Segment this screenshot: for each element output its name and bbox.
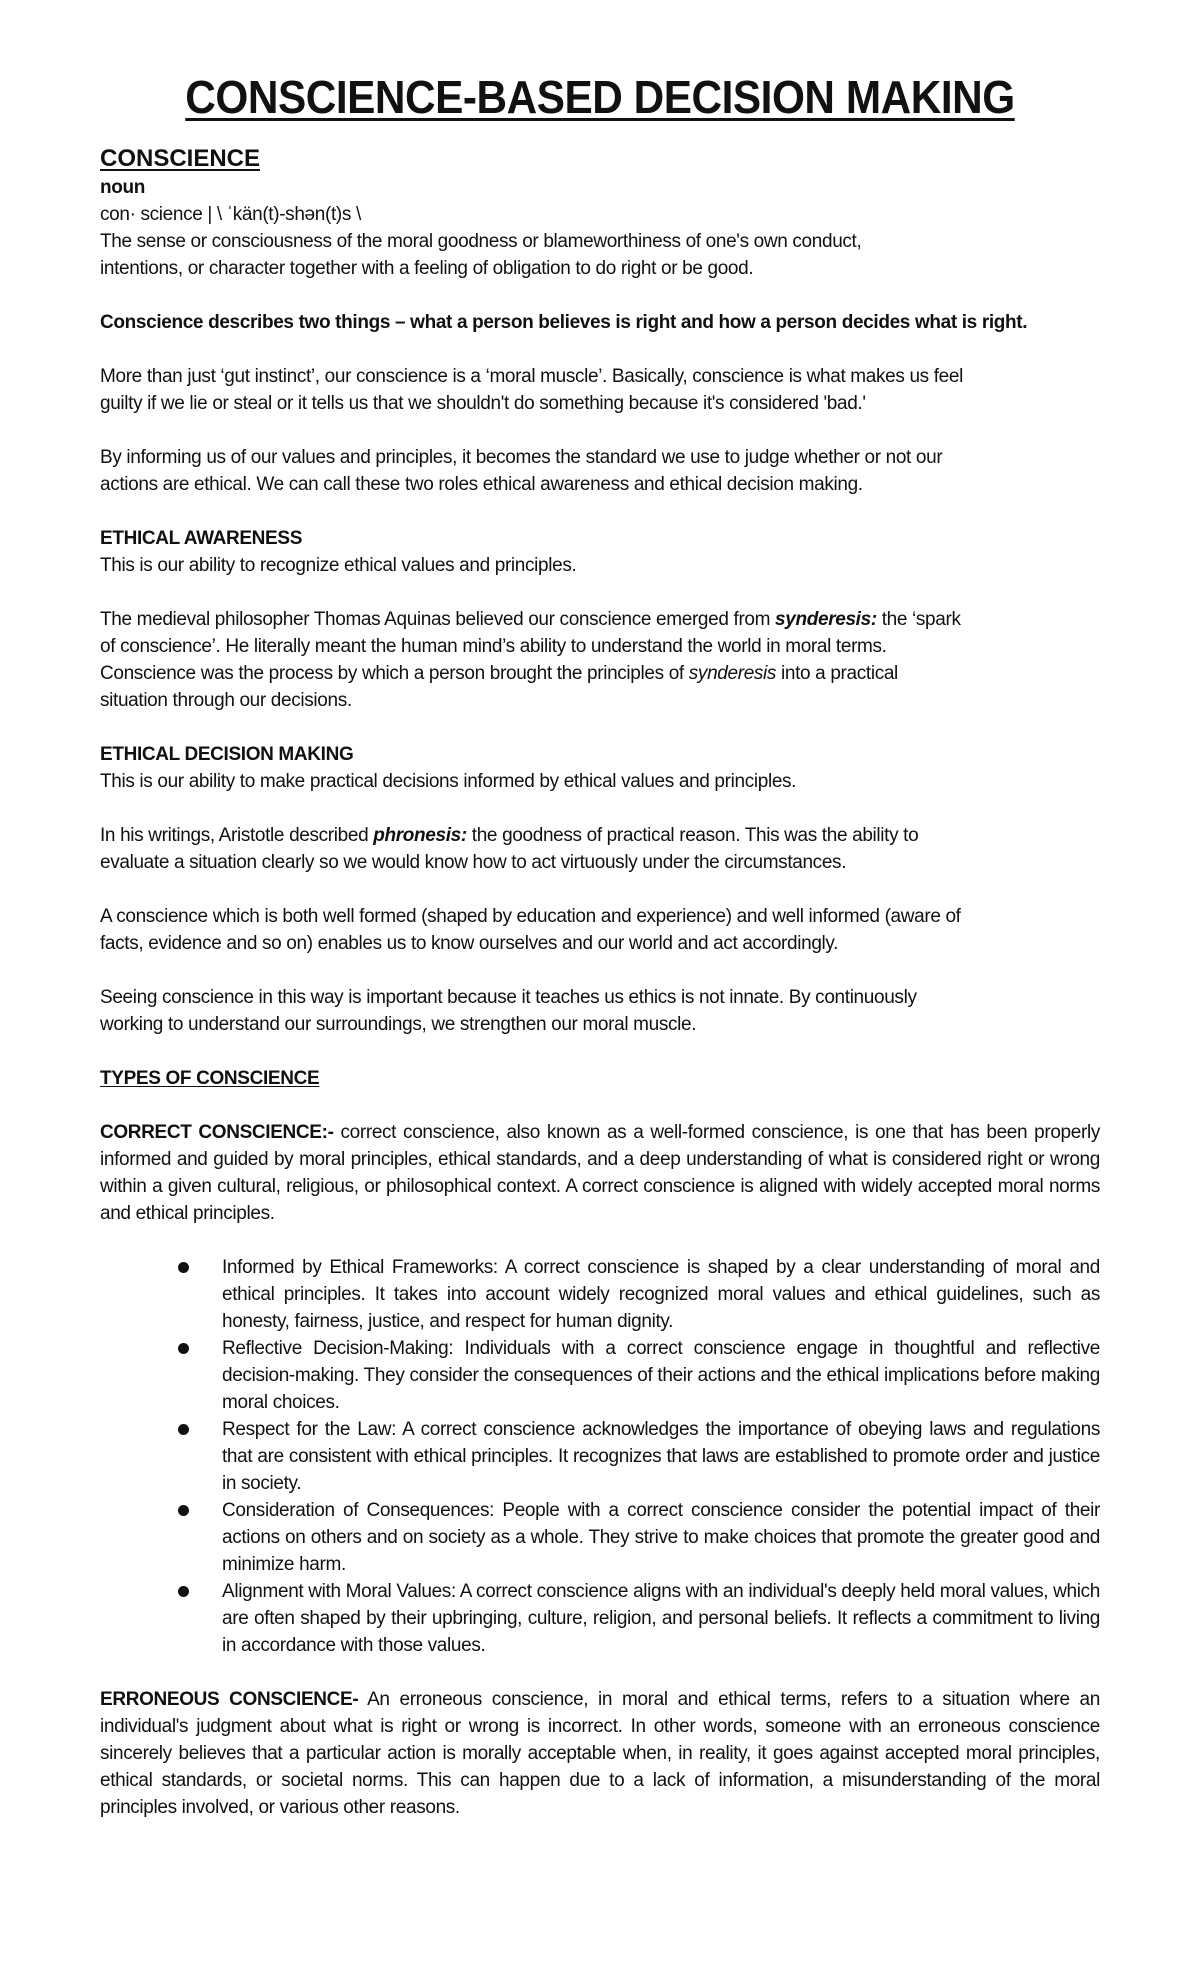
summary-statement: Conscience describes two things – what a person believes is right and how a person decides what is right.	[100, 312, 1028, 333]
list-item: Reflective Decision-Making: Individuals with a correct conscience engage in thoughtful and reflective decision-making. They consider the consequences of their actions and the ethical implications before making moral choices.	[222, 1335, 1100, 1416]
list-item: Informed by Ethical Frameworks: A correct conscience is shaped by a clear understanding of moral and ethical principles. It takes into account widely recognized moral values and ethical guidelines, such as honesty, fairness, justice, and respect for human dignity.	[222, 1254, 1100, 1335]
bullet-icon	[178, 1424, 189, 1435]
aquinas-line: Conscience was the process by which a person brought the principles of synderesis into a practical	[100, 663, 898, 684]
paragraph-line: working to understand our surroundings, we strengthen our moral muscle.	[100, 1014, 697, 1035]
list-item: Respect for the Law: A correct conscience acknowledges the importance of obeying laws and regulations that are consistent with ethical principles. It recognizes that laws are established to promote order and justice in society.	[222, 1416, 1100, 1497]
erroneous-conscience-label: ERRONEOUS CONSCIENCE-	[100, 1689, 359, 1710]
document-page	[100, 70, 1100, 1821]
phronesis-term: phronesis:	[373, 825, 467, 846]
paragraph-line: actions are ethical. We can call these two roles ethical awareness and ethical decision making.	[100, 474, 863, 495]
correct-conscience-label: CORRECT CONSCIENCE:-	[100, 1122, 334, 1143]
part-of-speech: noun	[100, 177, 146, 198]
list-item: Consideration of Consequences: People with a correct conscience consider the potential impact of their actions on others and on society as a whole. They strive to make choices that promote the greater good and minimize harm.	[222, 1497, 1100, 1578]
aquinas-line: situation through our decisions.	[100, 690, 352, 711]
ethical-decision-desc: This is our ability to make practical decisions informed by ethical values and principles.	[100, 771, 797, 792]
ethical-awareness-desc: This is our ability to recognize ethical values and principles.	[100, 555, 577, 576]
correct-conscience-list	[100, 1254, 1100, 1659]
paragraph-line: facts, evidence and so on) enables us to know ourselves and our world and act accordingly.	[100, 933, 839, 954]
synderesis-term-italic: synderesis	[688, 663, 777, 684]
list-item: Alignment with Moral Values: A correct conscience aligns with an individual's deeply held moral values, which are often shaped by their upbringing, culture, religion, and personal beliefs. It reflects a commitment to living in accordance with those values.	[222, 1578, 1100, 1659]
ethical-awareness-heading: ETHICAL AWARENESS	[100, 528, 303, 549]
bullet-icon	[178, 1262, 189, 1273]
bullet-icon	[178, 1505, 189, 1516]
types-heading: TYPES OF CONSCIENCE	[100, 1068, 320, 1089]
erroneous-conscience-paragraph: ERRONEOUS CONSCIENCE- An erroneous conscience, in moral and ethical terms, refers to a situation where an individual's judgment about what is right or wrong is incorrect. In other words, someone with an erroneous conscience sincerely believes that a particular action is morally acceptable when, in reality, it goes against accepted moral principles, ethical standards, or societal norms. This can happen due to a lack of information, a misunderstanding of the moral principles involved, or various other reasons.	[100, 1689, 1100, 1818]
ethical-decision-heading: ETHICAL DECISION MAKING	[100, 744, 354, 765]
aristotle-line: In his writings, Aristotle described phronesis: the goodness of practical reason. This was the ability to	[100, 825, 919, 846]
definition-line: The sense or consciousness of the moral goodness or blameworthiness of one's own conduct,	[100, 231, 862, 252]
paragraph-line: guilty if we lie or steal or it tells us that we shouldn't do something because it's considered 'bad.'	[100, 393, 866, 414]
aquinas-line: The medieval philosopher Thomas Aquinas believed our conscience emerged from synderesis: the ‘spark	[100, 609, 961, 630]
definition-heading: CONSCIENCE	[100, 145, 261, 172]
page-title: CONSCIENCE-BASED DECISION MAKING	[185, 71, 1015, 123]
correct-conscience-paragraph: CORRECT CONSCIENCE:- correct conscience, also known as a well-formed conscience, is one that has been properly informed and guided by moral principles, ethical standards, and a deep understanding of what is considered right or wrong within a given cultural, religious, or philosophical context. A correct conscience is aligned with widely accepted moral norms and ethical principles.	[100, 1122, 1100, 1224]
paragraph-line: Seeing conscience in this way is important because it teaches us ethics is not innate. By continuously	[100, 987, 917, 1008]
synderesis-term: synderesis:	[775, 609, 877, 630]
aquinas-line: of conscience’. He literally meant the human mind’s ability to understand the world in moral terms.	[100, 636, 887, 657]
paragraph-line: A conscience which is both well formed (shaped by education and experience) and well informed (aware of	[100, 906, 961, 927]
bullet-icon	[178, 1343, 189, 1354]
pronunciation: con· science | \ ˈkän(t)-shən(t)s \	[100, 204, 361, 225]
bullet-icon	[178, 1586, 189, 1597]
aristotle-line: evaluate a situation clearly so we would know how to act virtuously under the circumstances.	[100, 852, 847, 873]
definition-line: intentions, or character together with a feeling of obligation to do right or be good.	[100, 258, 754, 279]
paragraph-line: More than just ‘gut instinct’, our conscience is a ‘moral muscle’. Basically, conscience is what makes us feel	[100, 366, 963, 387]
paragraph-line: By informing us of our values and principles, it becomes the standard we use to judge whether or not our	[100, 447, 943, 468]
